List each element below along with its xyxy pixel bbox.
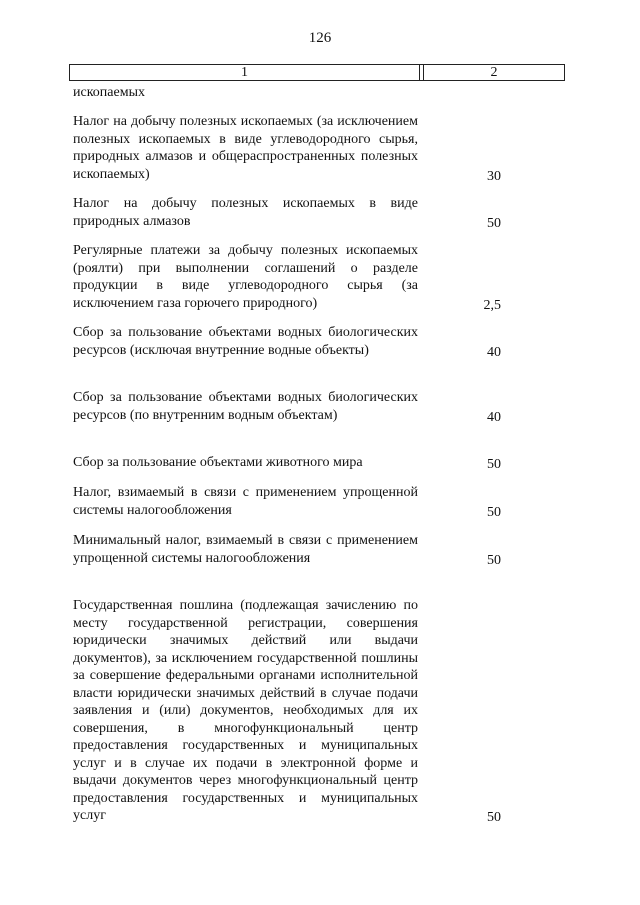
header-col-2: 2: [423, 65, 564, 80]
page-number: 126: [308, 30, 332, 46]
table-row: [73, 84, 513, 102]
row-value: 50: [487, 504, 501, 520]
row-text: Минимальный налог, взимаемый в связи с применением упрощенной системы налогообложения: [73, 533, 418, 566]
row-text: Сбор за пользование объектами животного мира: [73, 455, 363, 470]
table-row: [73, 242, 513, 312]
row-value: 50: [487, 457, 501, 472]
row-value: 40: [487, 344, 501, 360]
row-value: 30: [487, 168, 501, 184]
row-text: Государственная пошлина (подлежащая зачислению по месту государственной регистрации, совершения юридически значимых действий или выдачи документов), за исключением государственной пошлины за совершение федеральными органами исполнительной власти юридически значимых действий в случае подачи заявления и (или) документов, необходимых для их совершения, в многофункциональный центр предоставления государственных и муниципальных услуг и в случае их подачи в электронной форме и выдачи документов через многофункциональный центр предоставления государственных и муниципальных услуг: [73, 598, 418, 823]
row-text: Налог на добычу полезных ископаемых (за исключением полезных ископаемых в виде углеводородного сырья, природных алмазов и общераспространенных полезных ископаемых): [73, 114, 418, 182]
table-row: [73, 484, 513, 519]
row-text: Регулярные платежи за добычу полезных ископаемых (роялти) при выполнении соглашений о разделе продукции в виде углеводородного сырья (за исключением газа горючего природного): [73, 243, 418, 311]
row-value: 40: [487, 409, 501, 425]
table-row: [73, 195, 513, 230]
table-row: [73, 454, 513, 472]
table-row: [73, 324, 513, 359]
row-text: Сбор за пользование объектами водных биологических ресурсов (по внутренним водным объектам): [73, 390, 418, 423]
table-row: [73, 113, 513, 183]
row-text: Налог на добычу полезных ископаемых в виде природных алмазов: [73, 196, 418, 229]
row-text: Сбор за пользование объектами водных биологических ресурсов (исключая внутренние водные объекты): [73, 325, 418, 358]
row-value: 2,5: [483, 297, 501, 313]
table-row: [73, 389, 513, 424]
table-header-row: [69, 64, 565, 81]
header-col-1: 1: [70, 65, 420, 80]
table-row: [73, 532, 513, 567]
row-value: 50: [487, 215, 501, 231]
table-row: [73, 597, 513, 825]
row-value: 50: [487, 552, 501, 568]
row-value: 50: [487, 810, 501, 825]
row-text: ископаемых: [73, 85, 145, 100]
row-text: Налог, взимаемый в связи с применением упрощенной системы налогообложения: [73, 485, 418, 518]
